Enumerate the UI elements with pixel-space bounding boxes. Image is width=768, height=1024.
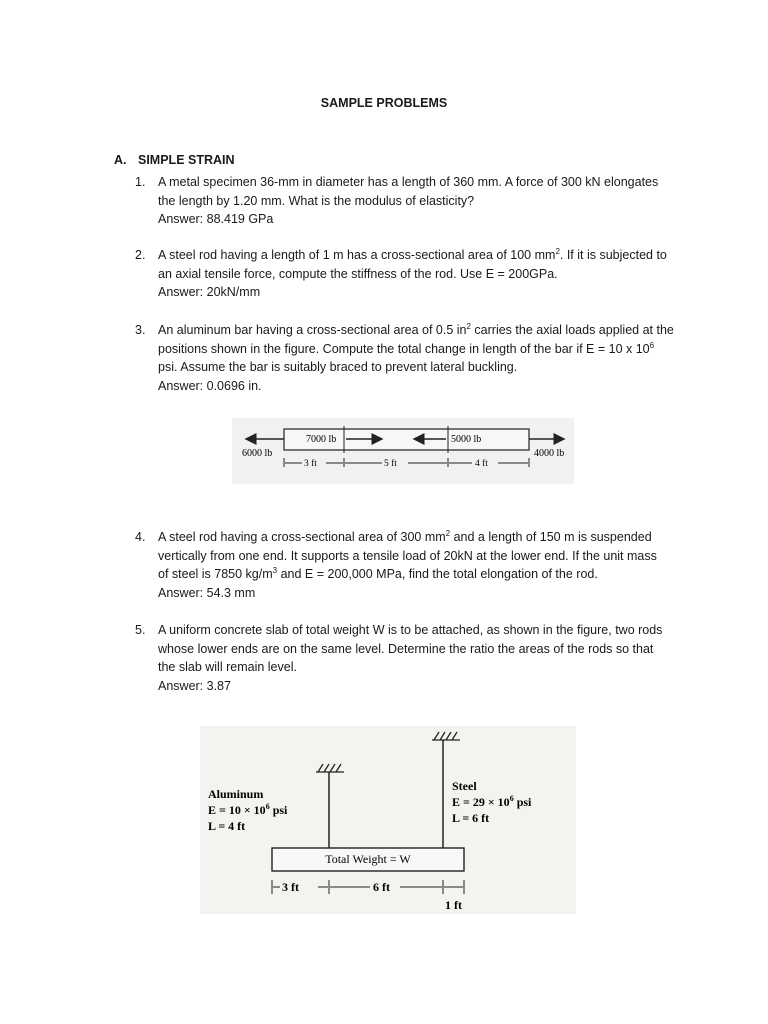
dimension-label: 3 ft xyxy=(304,459,317,469)
problem-answer: Answer: 20kN/mm xyxy=(158,285,261,299)
problem-number: 4. xyxy=(135,530,146,544)
problem-text-line: an axial tensile force, compute the stiffness of the rod. Use E = 200GPa. xyxy=(158,266,558,281)
aluminum-modulus: $E = 10 \times 10^6$ psi xyxy=(208,802,288,817)
section-letter: A. xyxy=(114,153,127,167)
dimension-label: 6 ft xyxy=(373,880,390,894)
aluminum-label: Aluminum xyxy=(208,787,264,801)
steel-length: L = 6 ft xyxy=(452,811,490,825)
problem-text-line: A metal specimen 36-mm in diameter has a length of 360 mm. A force of 300 kN elongates xyxy=(158,175,659,189)
problem-number: 5. xyxy=(135,623,146,637)
problem-answer: Answer: 3.87 xyxy=(158,678,231,693)
figure-axial-bar xyxy=(232,418,574,484)
steel-label: Steel xyxy=(452,779,477,793)
dimension-label: 5 ft xyxy=(384,459,397,469)
load-label: 7000 lb xyxy=(306,434,337,445)
right-support-hatch xyxy=(432,732,460,740)
problem-5 xyxy=(135,621,695,695)
problem-answer: Answer: 54.3 mm xyxy=(158,585,256,600)
left-support-hatch xyxy=(316,764,344,772)
section-label: SIMPLE STRAIN xyxy=(138,153,235,167)
problem-text-line: the slab will remain level. xyxy=(158,660,297,674)
steel-modulus: $E = 29 \times 10^6$ psi xyxy=(452,794,532,809)
page-title: SAMPLE PROBLEMS xyxy=(320,96,448,110)
problem-text-line: positions shown in the figure. Compute the total change in length of the bar if E = 10 x $10^6$ xyxy=(158,340,655,356)
axial-bar-diagram xyxy=(232,418,574,484)
problem-text-line: of steel is 7850 $kg/m^3$ and E = 200,000 MPa, find the total elongation of the rod. xyxy=(158,565,598,581)
aluminum-length: L = 4 ft xyxy=(208,819,246,833)
problem-text-line: vertically from one end. It supports a tensile load of 20kN at the lower end. If the unit mass xyxy=(158,548,657,563)
problem-3 xyxy=(135,321,695,395)
load-label: 5000 lb xyxy=(451,434,482,445)
problem-text-line: An aluminum bar having a cross-sectional area of 0.5 $in^2$ carries the axial loads applied at the xyxy=(158,321,674,337)
dimension-label: 3 ft xyxy=(282,880,299,894)
dimension-label: 4 ft xyxy=(475,459,488,469)
problem-answer: Answer: 88.419 GPa xyxy=(158,212,274,226)
problem-text-line: A uniform concrete slab of total weight W is to be attached, as shown in the figure, two rods xyxy=(158,623,663,637)
problem-text-line: A steel rod having a cross-sectional area of 300 $mm^2$ and a length of 150 m is suspended xyxy=(158,528,652,544)
problem-text-line: psi. Assume the bar is suitably braced to prevent lateral buckling. xyxy=(158,360,518,374)
problem-number: 1. xyxy=(135,175,146,189)
dimension-lines xyxy=(272,880,464,894)
slab-rods-diagram xyxy=(200,726,576,914)
figure-slab-rods xyxy=(200,726,576,914)
problem-1 xyxy=(135,173,695,229)
problem-4 xyxy=(135,528,695,602)
load-label: 4000 lb xyxy=(534,448,565,459)
problem-number: 2. xyxy=(135,248,146,262)
problem-number: 3. xyxy=(135,323,146,337)
problem-answer: Answer: 0.0696 in. xyxy=(158,378,262,393)
dimension-label: 1 ft xyxy=(445,898,462,912)
slab-label: Total Weight = W xyxy=(325,852,411,866)
problem-text-line: the length by 1.20 mm. What is the modulus of elasticity? xyxy=(158,193,475,208)
section-heading xyxy=(114,153,235,167)
problem-text-line: A steel rod having a length of 1 m has a cross-sectional area of 100 $mm^2$. If it is subjected to xyxy=(158,246,667,262)
problem-2 xyxy=(135,246,695,302)
load-label: 6000 lb xyxy=(242,448,273,459)
problem-text-line: whose lower ends are on the same level. Determine the ratio the areas of the rods so that xyxy=(158,641,654,656)
